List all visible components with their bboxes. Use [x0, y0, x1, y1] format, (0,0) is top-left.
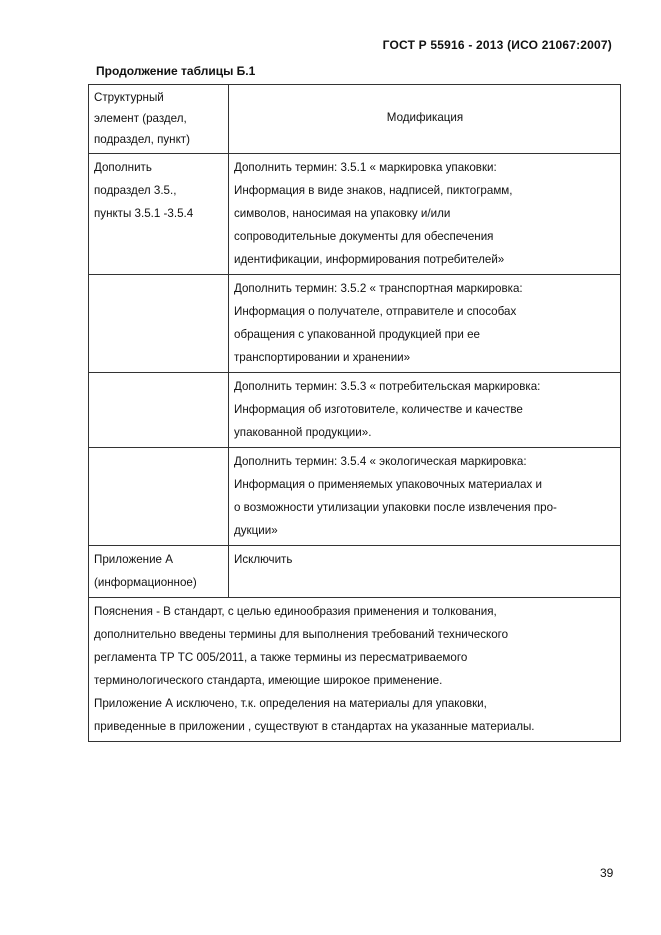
note-line: Пояснения - В стандарт, с целью единообразия применения и толкования,	[94, 605, 497, 618]
table-header-row	[89, 85, 621, 154]
header-modification: Модификация	[229, 85, 621, 154]
modification-line: Дополнить термин: 3.5.3 « потребительская маркировка:	[234, 380, 541, 393]
notes-row	[89, 598, 621, 742]
modification-line: символов, наносимая на упаковку и/или	[234, 207, 451, 220]
modification-line: Информация о получателе, отправителе и способах	[234, 305, 517, 318]
structural-element-cell	[89, 275, 229, 373]
header-struct-line: Структурный	[94, 91, 164, 104]
structural-element-cell	[89, 448, 229, 546]
structural-element-line: Дополнить	[94, 161, 152, 174]
note-line: регламента ТР ТС 005/2011, а также термины из пересматриваемого	[94, 651, 468, 664]
structural-element-cell	[89, 154, 229, 275]
modification-line: дукции»	[234, 524, 278, 537]
modification-line: о возможности утилизации упаковки после извлечения про-	[234, 501, 557, 514]
structural-element-cell	[89, 546, 229, 598]
modification-line: обращения с упакованной продукцией при ее	[234, 328, 480, 341]
table-row	[89, 154, 621, 275]
note-line: приведенные в приложении , существуют в стандартах на указанные материалы.	[94, 720, 535, 733]
standard-header: ГОСТ Р 55916 - 2013 (ИСО 21067:2007)	[382, 38, 612, 52]
modification-line: Информация в виде знаков, надписей, пиктограмм,	[234, 184, 513, 197]
modification-cell	[229, 546, 621, 598]
modification-cell	[229, 275, 621, 373]
table-row	[89, 373, 621, 448]
header-struct-line: подраздел, пункт)	[94, 133, 190, 146]
modification-cell	[229, 373, 621, 448]
notes-cell	[89, 598, 621, 742]
structural-element-line: (информационное)	[94, 576, 197, 589]
table-row	[89, 546, 621, 598]
modification-cell	[229, 154, 621, 275]
modification-table	[88, 84, 621, 742]
header-structural-element	[89, 85, 229, 154]
note-line: терминологического стандарта, имеющие широкое применение.	[94, 674, 443, 687]
modification-line: идентификации, информирования потребителей»	[234, 253, 505, 266]
note-line: дополнительно введены термины для выполнения требований технического	[94, 628, 509, 641]
modification-line: Дополнить термин: 3.5.2 « транспортная маркировка:	[234, 282, 523, 295]
modification-line: Информация об изготовителе, количестве и качестве	[234, 403, 523, 416]
modification-line: Исключить	[234, 553, 293, 566]
structural-element-line: Приложение А	[94, 553, 173, 566]
modification-line: Дополнить термин: 3.5.4 « экологическая маркировка:	[234, 455, 527, 468]
page-number: 39	[600, 866, 614, 880]
structural-element-line: пункты 3.5.1 -3.5.4	[94, 207, 194, 220]
structural-element-cell	[89, 373, 229, 448]
modification-line: сопроводительные документы для обеспечения	[234, 230, 494, 243]
table-row	[89, 275, 621, 373]
modification-line: транспортировании и хранении»	[234, 351, 411, 364]
modification-line: Информация о применяемых упаковочных материалах и	[234, 478, 543, 491]
modification-line: Дополнить термин: 3.5.1 « маркировка упаковки:	[234, 161, 497, 174]
modification-cell	[229, 448, 621, 546]
structural-element-line: подраздел 3.5.,	[94, 184, 177, 197]
note-line: Приложение А исключено, т.к. определения на материалы для упаковки,	[94, 697, 487, 710]
table-row	[89, 448, 621, 546]
modification-line: упакованной продукции».	[234, 426, 372, 439]
table-caption: Продолжение таблицы Б.1	[96, 64, 256, 78]
header-struct-line: элемент (раздел,	[94, 112, 187, 125]
